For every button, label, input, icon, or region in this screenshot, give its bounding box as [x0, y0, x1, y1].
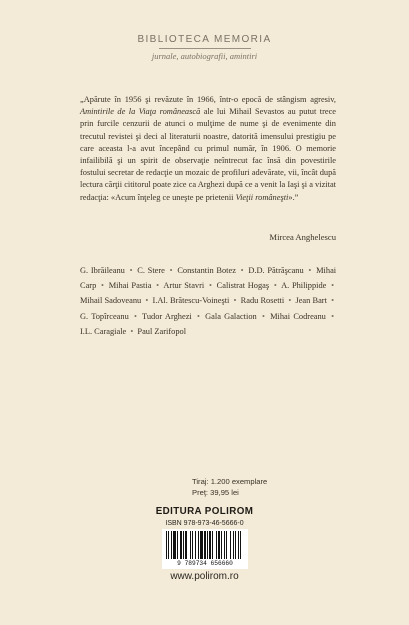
isbn: ISBN 978-973-46-5666-0	[165, 520, 244, 527]
name-item: Paul Zarifopol	[137, 326, 187, 336]
barcode-number: 9 789734 656660	[162, 560, 248, 567]
name-item: Constantin Botez	[177, 266, 236, 275]
name-item: I.Al. Brătescu-Voineşti	[152, 296, 230, 306]
name-item: I.L. Caragiale	[80, 326, 127, 336]
bullet-separator: •	[331, 296, 334, 306]
name-item: C. Stere	[137, 266, 165, 275]
bullet-separator: •	[240, 266, 244, 275]
price: Preţ: 39,95 lei	[192, 488, 239, 497]
name-item: D.D. Pătrăşcanu	[248, 266, 304, 275]
blurb-text-2: ale lui Mihail Sevastos au putut trece prin furcile cenzurii de atunci o mulţime de nume şi de evenimente din trecutul revistei şi deci al literaturii noastre, datorită imensului prestigiu pe care aceasta l-a avut începând cu primul număr, în 1906. O memorie infailibilă şi un spirit de observaţie neîntrecut fac însă din povestirile fostului secretar de redacţie un mozaic de profiluri adevărate, vii, încât după lectura cărţii cititorul poate zice ca Arghezi după ce a venit la Iaşi şi a vizitat redacţia: «Acum înţeleg ce uneşte pe prietenii	[80, 107, 337, 202]
barcode-bar	[209, 531, 211, 559]
series-subtitle: jurnale, autobiografii, amintiri	[151, 51, 258, 61]
name-item: Mihail Sadoveanu	[80, 296, 142, 306]
blurb-magazine-title: Vieţii româneşti	[235, 192, 289, 202]
barcode-bar	[218, 531, 220, 559]
name-item: Mihai Pastia	[108, 281, 152, 291]
name-item: Gala Galaction	[205, 311, 257, 321]
barcode-bar	[198, 531, 199, 559]
barcode-bar	[235, 531, 236, 559]
bullet-separator: •	[129, 266, 133, 275]
barcode-bar	[204, 531, 206, 559]
blurb-author: Mircea Anghelescu	[269, 232, 336, 242]
bullet-separator: •	[288, 296, 292, 306]
publisher-name: EDITURA POLIROM	[155, 506, 254, 517]
barcode-bar	[212, 531, 213, 559]
barcode-bar	[230, 531, 231, 559]
name-item: Calistrat Hogaş	[216, 281, 270, 291]
bullet-separator: •	[233, 296, 237, 306]
name-item: Jean Bart	[295, 296, 327, 306]
series-title: BIBLIOTECA MEMORIA	[137, 34, 272, 45]
barcode-bar	[207, 531, 208, 559]
barcode-bar	[200, 531, 203, 559]
barcode	[162, 529, 248, 569]
barcode-bar	[177, 531, 178, 559]
barcode-bar	[226, 531, 227, 559]
series-divider	[159, 48, 251, 49]
bullet-separator: •	[145, 296, 149, 306]
name-item: Artur Stavri	[163, 281, 205, 291]
barcode-bar	[192, 531, 193, 559]
name-item: G. Topîrceanu	[80, 311, 129, 321]
blurb	[80, 94, 336, 204]
bullet-separator: •	[273, 281, 277, 291]
bullet-separator: •	[196, 311, 200, 321]
print-run: Tiraj: 1.200 exemplare	[192, 477, 268, 486]
names-list	[80, 263, 336, 339]
bullet-separator: •	[308, 266, 312, 275]
bullet-separator: •	[156, 281, 160, 291]
name-item: Mihai Codreanu	[270, 311, 326, 321]
name-item: A. Philippide	[281, 281, 327, 291]
barcode-bar	[166, 531, 167, 559]
barcode-bars	[162, 529, 248, 561]
barcode-bar	[185, 531, 187, 559]
barcode-bar	[171, 531, 172, 559]
blurb-book-title: Amintirile de la Viaţa românească	[80, 107, 201, 117]
name-item: Tudor Arghezi	[142, 311, 192, 321]
barcode-bar	[221, 531, 222, 559]
barcode-bar	[233, 531, 234, 559]
bullet-separator: •	[208, 281, 212, 291]
name-item: Radu Rosetti	[240, 296, 285, 306]
barcode-bar	[238, 531, 239, 559]
blurb-text-1: „Apărute în 1956 şi revăzute în 1966, într-o epocă de stângism agresiv,	[80, 95, 336, 104]
barcode-bar	[173, 531, 176, 559]
name-item: G. Ibrăileanu	[80, 266, 125, 275]
barcode-bar	[190, 531, 191, 559]
website: www.polirom.ro	[170, 571, 239, 582]
series-header	[0, 34, 409, 61]
barcode-bar	[240, 531, 241, 559]
bullet-separator: •	[101, 281, 104, 291]
barcode-bar	[216, 531, 217, 559]
print-info	[180, 476, 290, 498]
barcode-bar	[224, 531, 225, 559]
bullet-separator: •	[169, 266, 173, 275]
bullet-separator: •	[331, 311, 335, 321]
bullet-separator: •	[133, 311, 137, 321]
bullet-separator: •	[130, 326, 134, 336]
bullet-separator: •	[331, 281, 335, 291]
barcode-bar	[183, 531, 184, 559]
barcode-bar	[168, 531, 169, 559]
name-item: Mihai Carp	[80, 266, 337, 291]
bullet-separator: •	[261, 311, 265, 321]
blurb-paragraph	[80, 94, 336, 204]
barcode-bar	[180, 531, 182, 559]
barcode-bar	[195, 531, 196, 559]
blurb-text-3: ».”	[288, 192, 299, 202]
